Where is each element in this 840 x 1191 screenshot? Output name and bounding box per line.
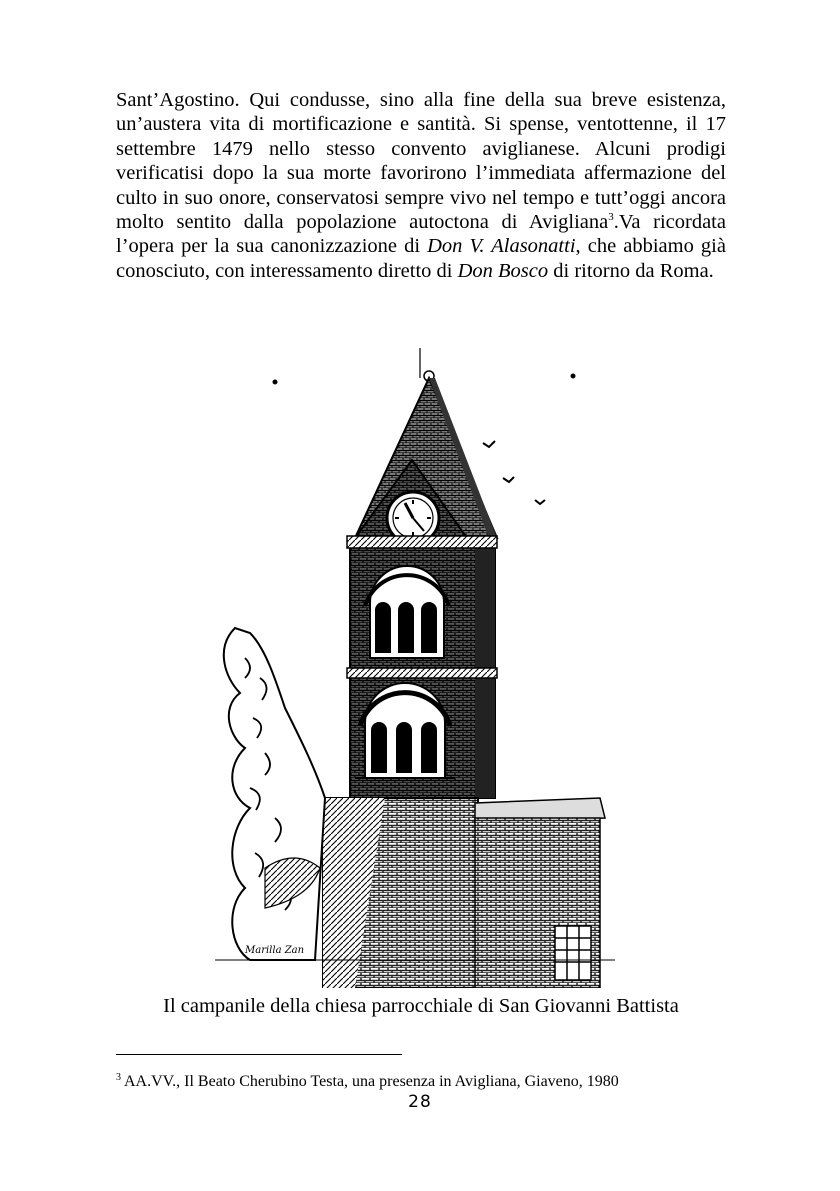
body-text-start: Sant’Agostino. Qui condusse, sino alla fine della sua breve esistenza, un’austera vita di mortificazione e santità. Si spense, ventottenne, il 17 settembre 1479 nello stesso convento aviglianese. Alcuni prodigi verificatisi dopo la sua morte favorirono l’immediata affermazione del culto in suo onore, conservatosi sempre vivo nel tempo e tutt’oggi ancora molto sentito dalla popolazione autoctona di Avigliana (116, 89, 726, 234)
footnote-text: AA.VV., Il Beato Cherubino Testa, una presenza in Avigliana, Giaveno, 1980 (124, 1073, 619, 1090)
footnote (116, 1072, 736, 1092)
figure-caption: Il campanile della chiesa parrocchiale di San Giovanni Battista (163, 995, 679, 1017)
body-text-end: di ritorno da Roma. (548, 259, 714, 282)
upper-belfry-windows (365, 566, 449, 658)
italic-name-alasonatti: Don V. Alasonatti (427, 235, 576, 258)
page-number: 28 (408, 1092, 432, 1112)
body-text-middle: , che abbiamo già conosciuto, con interessamento diretto di (116, 235, 726, 282)
artist-signature: Marilla Zan (245, 945, 305, 956)
bell-tower-illustration (205, 348, 625, 988)
footnote-separator (116, 1054, 402, 1055)
footnote-marker: 3 (116, 1071, 121, 1083)
body-paragraph (116, 88, 726, 283)
footnote-reference[interactable]: 3 (608, 211, 614, 224)
italic-name-don-bosco: Don Bosco (457, 259, 549, 282)
body-text-continuation: .Va ricordata l’opera per la sua canonizzazione di (116, 211, 726, 258)
tree (224, 628, 325, 960)
